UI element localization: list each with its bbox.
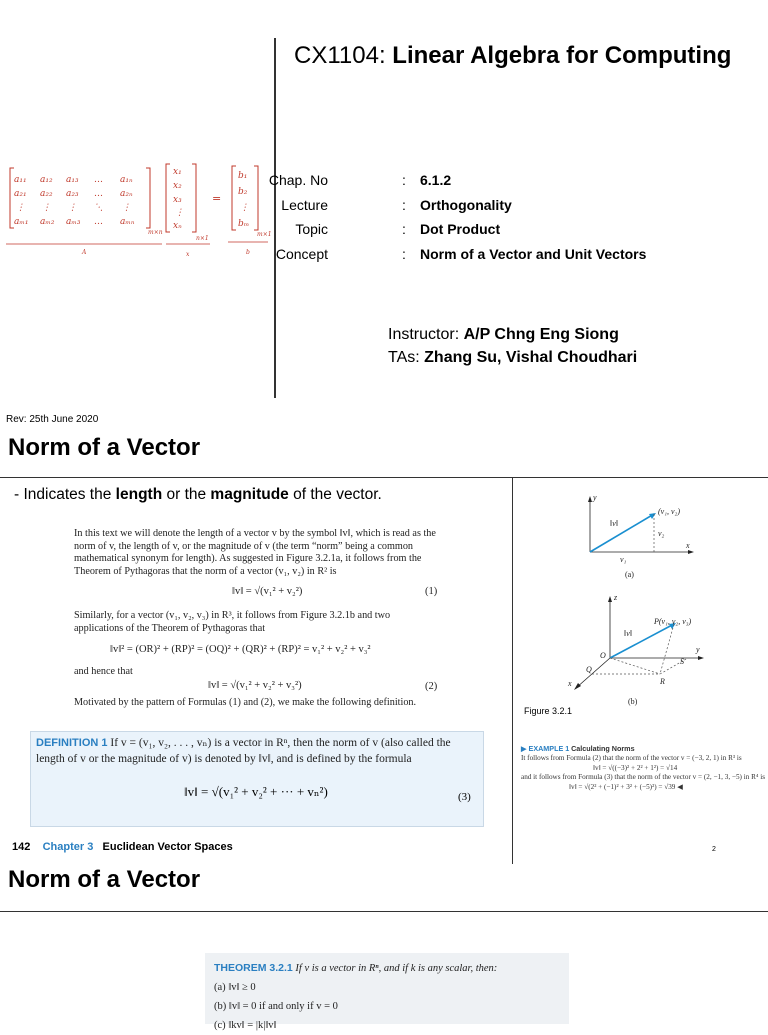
svg-text:⋮: ⋮ <box>16 203 25 213</box>
equation-pythagoras: ‖v‖² = (OR)² + (RP)² = (OQ)² + (QR)² + (RP)² = v₁² + v₂² + v₃² <box>110 644 371 655</box>
textbook-paragraph: and hence that <box>74 666 133 677</box>
bullet-text: - Indicates the <box>14 486 116 503</box>
instructor-name: A/P Chng Eng Siong <box>463 326 619 343</box>
svg-text:b₂: b₂ <box>238 187 248 197</box>
textbook-paragraph: Similarly, for a vector (v₁, v₂, v₃) in R³, it follows from Figure 3.2.1b and two applications of the Theorem of Pythagoras that <box>74 610 391 634</box>
meta-label: Concept <box>275 246 328 262</box>
component-label: v₁ <box>620 555 627 564</box>
svg-text:n×1: n×1 <box>196 235 209 242</box>
svg-text:x: x <box>186 251 190 258</box>
column-divider <box>512 478 513 864</box>
equation-2: ‖v‖ = √(v₁² + v₂² + v₃²) <box>208 680 302 691</box>
svg-text:m×1: m×1 <box>257 231 272 238</box>
bullet-point <box>14 486 382 504</box>
book-page-number: 142 <box>12 841 31 853</box>
matrix-equation-figure <box>6 160 272 260</box>
instructor-line <box>388 326 619 344</box>
point-label: R <box>660 677 665 686</box>
book-chapter-title: Euclidean Vector Spaces <box>102 841 233 853</box>
svg-text:a₁₂: a₁₂ <box>40 175 53 185</box>
svg-text:a₂₂: a₂₂ <box>40 189 53 199</box>
equation-number: (3) <box>458 791 471 803</box>
meta-colon: : <box>402 221 406 237</box>
bullet-bold-length: length <box>115 486 163 503</box>
textbook-paragraph: Motivated by the pattern of Formulas (1) and (2), we make the following definition. <box>74 697 417 708</box>
norm-label: ‖v‖ <box>610 519 619 528</box>
svg-text:⋮: ⋮ <box>240 203 249 213</box>
meta-value: 6.1.2 <box>420 172 452 188</box>
norm-label: ‖v‖ <box>624 629 633 638</box>
meta-value: Dot Product <box>420 221 501 237</box>
course-code: CX1104: <box>294 42 386 69</box>
svg-text:⋮: ⋮ <box>68 203 77 213</box>
equation-1: ‖v‖ = √(v₁² + v₂²) <box>232 586 303 597</box>
book-footer <box>12 841 233 853</box>
tas-label: TAs: <box>388 349 420 366</box>
point-label: (v₁, v₂) <box>658 507 680 516</box>
point-label: Q <box>586 665 592 674</box>
theorem-item: (a) ‖v‖ ≥ 0 <box>214 982 256 993</box>
slide-page-number: 2 <box>712 846 716 853</box>
bullet-bold-magnitude: magnitude <box>210 486 289 503</box>
point-label: P(v₁, v₂, v₃) <box>654 617 692 626</box>
meta-colon: : <box>402 172 406 188</box>
equation-number: (2) <box>425 681 438 692</box>
figure-3d-vector <box>562 590 712 710</box>
svg-text:m×n: m×n <box>148 229 163 236</box>
svg-text:a₂₁: a₂₁ <box>14 189 27 199</box>
svg-text:a₁ₙ: a₁ₙ <box>120 175 133 185</box>
svg-text:b: b <box>246 249 250 256</box>
svg-text:…: … <box>94 175 103 185</box>
heading-rule <box>0 911 768 912</box>
definition-text <box>36 735 476 767</box>
point-label: S <box>680 657 684 666</box>
svg-text:a₂ₙ: a₂ₙ <box>120 189 133 199</box>
svg-text:a₁₁: a₁₁ <box>14 175 27 185</box>
axis-label: x <box>686 541 690 550</box>
meta-label: Topic <box>295 221 328 237</box>
theorem-label: THEOREM 3.2.1 <box>214 962 293 974</box>
svg-text:…: … <box>94 217 103 227</box>
textbook-paragraph: In this text we will denote the length of a vector v by the symbol ‖v‖, which is read as the norm of v, the length of v, or the magnitude of v (the term “norm” being a common mathematical synonym for length). As suggested in Figure 3.2.1a, it follows from the Theorem of Pythagoras that the norm of a vector (v₁, v₂) in R² is <box>74 528 436 577</box>
example-text: It follows from Formula (2) that the norm of the vector v = (−3, 2, 1) in R³ is <box>521 754 742 763</box>
definition-body: If v = (v₁, v₂, . . . , vₙ) is a vector in Rⁿ, then the norm of v (also called the length of v or the magnitude of v) is denoted by ‖v‖, and is defined by the formula <box>36 737 451 765</box>
revision-date: Rev: 25th June 2020 <box>6 414 99 425</box>
theorem-item: (b) ‖v‖ = 0 if and only if v = 0 <box>214 1001 338 1012</box>
meta-colon: : <box>402 246 406 262</box>
svg-text:⋮: ⋮ <box>122 203 131 213</box>
meta-label: Lecture <box>281 197 328 213</box>
heading-rule <box>0 477 768 478</box>
svg-text:x₃: x₃ <box>173 195 182 205</box>
slide-heading: Norm of a Vector <box>8 866 201 893</box>
svg-text:aₘ₁: aₘ₁ <box>14 217 29 227</box>
slide-heading: Norm of a Vector <box>8 434 201 461</box>
svg-text:bₘ: bₘ <box>238 219 250 229</box>
svg-text:⋮: ⋮ <box>175 208 184 218</box>
svg-text:⋱: ⋱ <box>94 203 103 213</box>
theorem-statement: If v is a vector in Rⁿ, and if k is any scalar, then: <box>295 963 498 974</box>
svg-text:aₘ₃: aₘ₃ <box>66 217 81 227</box>
title-divider <box>274 38 276 398</box>
svg-text:b₁: b₁ <box>238 171 248 181</box>
meta-value: Norm of a Vector and Unit Vectors <box>420 246 647 262</box>
bullet-text: or the <box>162 486 211 503</box>
theorem-text <box>214 959 564 1035</box>
origin-label: O <box>600 651 606 660</box>
example-equation: ‖v‖ = √((−3)² + 2² + 1²) = √14 <box>593 763 678 772</box>
svg-text:aₘ₂: aₘ₂ <box>40 217 55 227</box>
figure-caption: Figure 3.2.1 <box>524 706 573 716</box>
example-title: Calculating Norms <box>571 744 635 753</box>
example-equation: ‖v‖ = √(2² + (−1)² + 3² + (−5)²) = √39 ◀ <box>569 782 683 791</box>
equation-number: (1) <box>425 586 438 597</box>
svg-text:⋮: ⋮ <box>42 203 51 213</box>
svg-text:a₂₃: a₂₃ <box>66 189 79 199</box>
example-block <box>521 744 766 792</box>
svg-text:…: … <box>94 189 103 199</box>
course-title <box>294 42 731 70</box>
axis-label: y <box>696 645 700 654</box>
course-name: Linear Algebra for Computing <box>392 42 732 69</box>
tas-names: Zhang Su, Vishal Choudhari <box>424 349 638 366</box>
axis-label: y <box>593 493 597 502</box>
example-label: ▶ EXAMPLE 1 <box>521 744 570 753</box>
svg-text:xₙ: xₙ <box>173 221 182 231</box>
example-text: and it follows from Formula (3) that the norm of the vector v = (2, −1, 3, −5) in R⁴ is <box>521 773 766 782</box>
figure-2d-vector <box>570 492 700 582</box>
svg-text:=: = <box>212 192 222 205</box>
svg-text:x₁: x₁ <box>173 167 182 177</box>
component-label: v₂ <box>658 529 665 538</box>
tas-line <box>388 349 637 367</box>
instructor-label: Instructor: <box>388 326 460 343</box>
axis-label: z <box>614 593 618 602</box>
meta-value: Orthogonality <box>420 197 512 213</box>
meta-colon: : <box>402 197 406 213</box>
meta-label: Chap. No <box>268 172 328 188</box>
svg-text:a₁₃: a₁₃ <box>66 175 79 185</box>
subfigure-label: (b) <box>628 697 638 706</box>
definition-equation: ‖v‖ = √(v₁² + v₂² + ··· + vₙ²) <box>184 784 328 799</box>
bullet-text: of the vector. <box>288 486 382 503</box>
definition-label: DEFINITION 1 <box>36 737 108 749</box>
svg-text:A: A <box>82 249 87 256</box>
svg-text:aₘₙ: aₘₙ <box>120 217 135 227</box>
book-chapter: Chapter 3 <box>42 841 94 853</box>
svg-text:x₂: x₂ <box>173 181 182 191</box>
axis-label: x <box>568 679 572 688</box>
subfigure-label: (a) <box>625 570 634 579</box>
theorem-item: (c) ‖kv‖ = |k|‖v‖ <box>214 1020 277 1031</box>
